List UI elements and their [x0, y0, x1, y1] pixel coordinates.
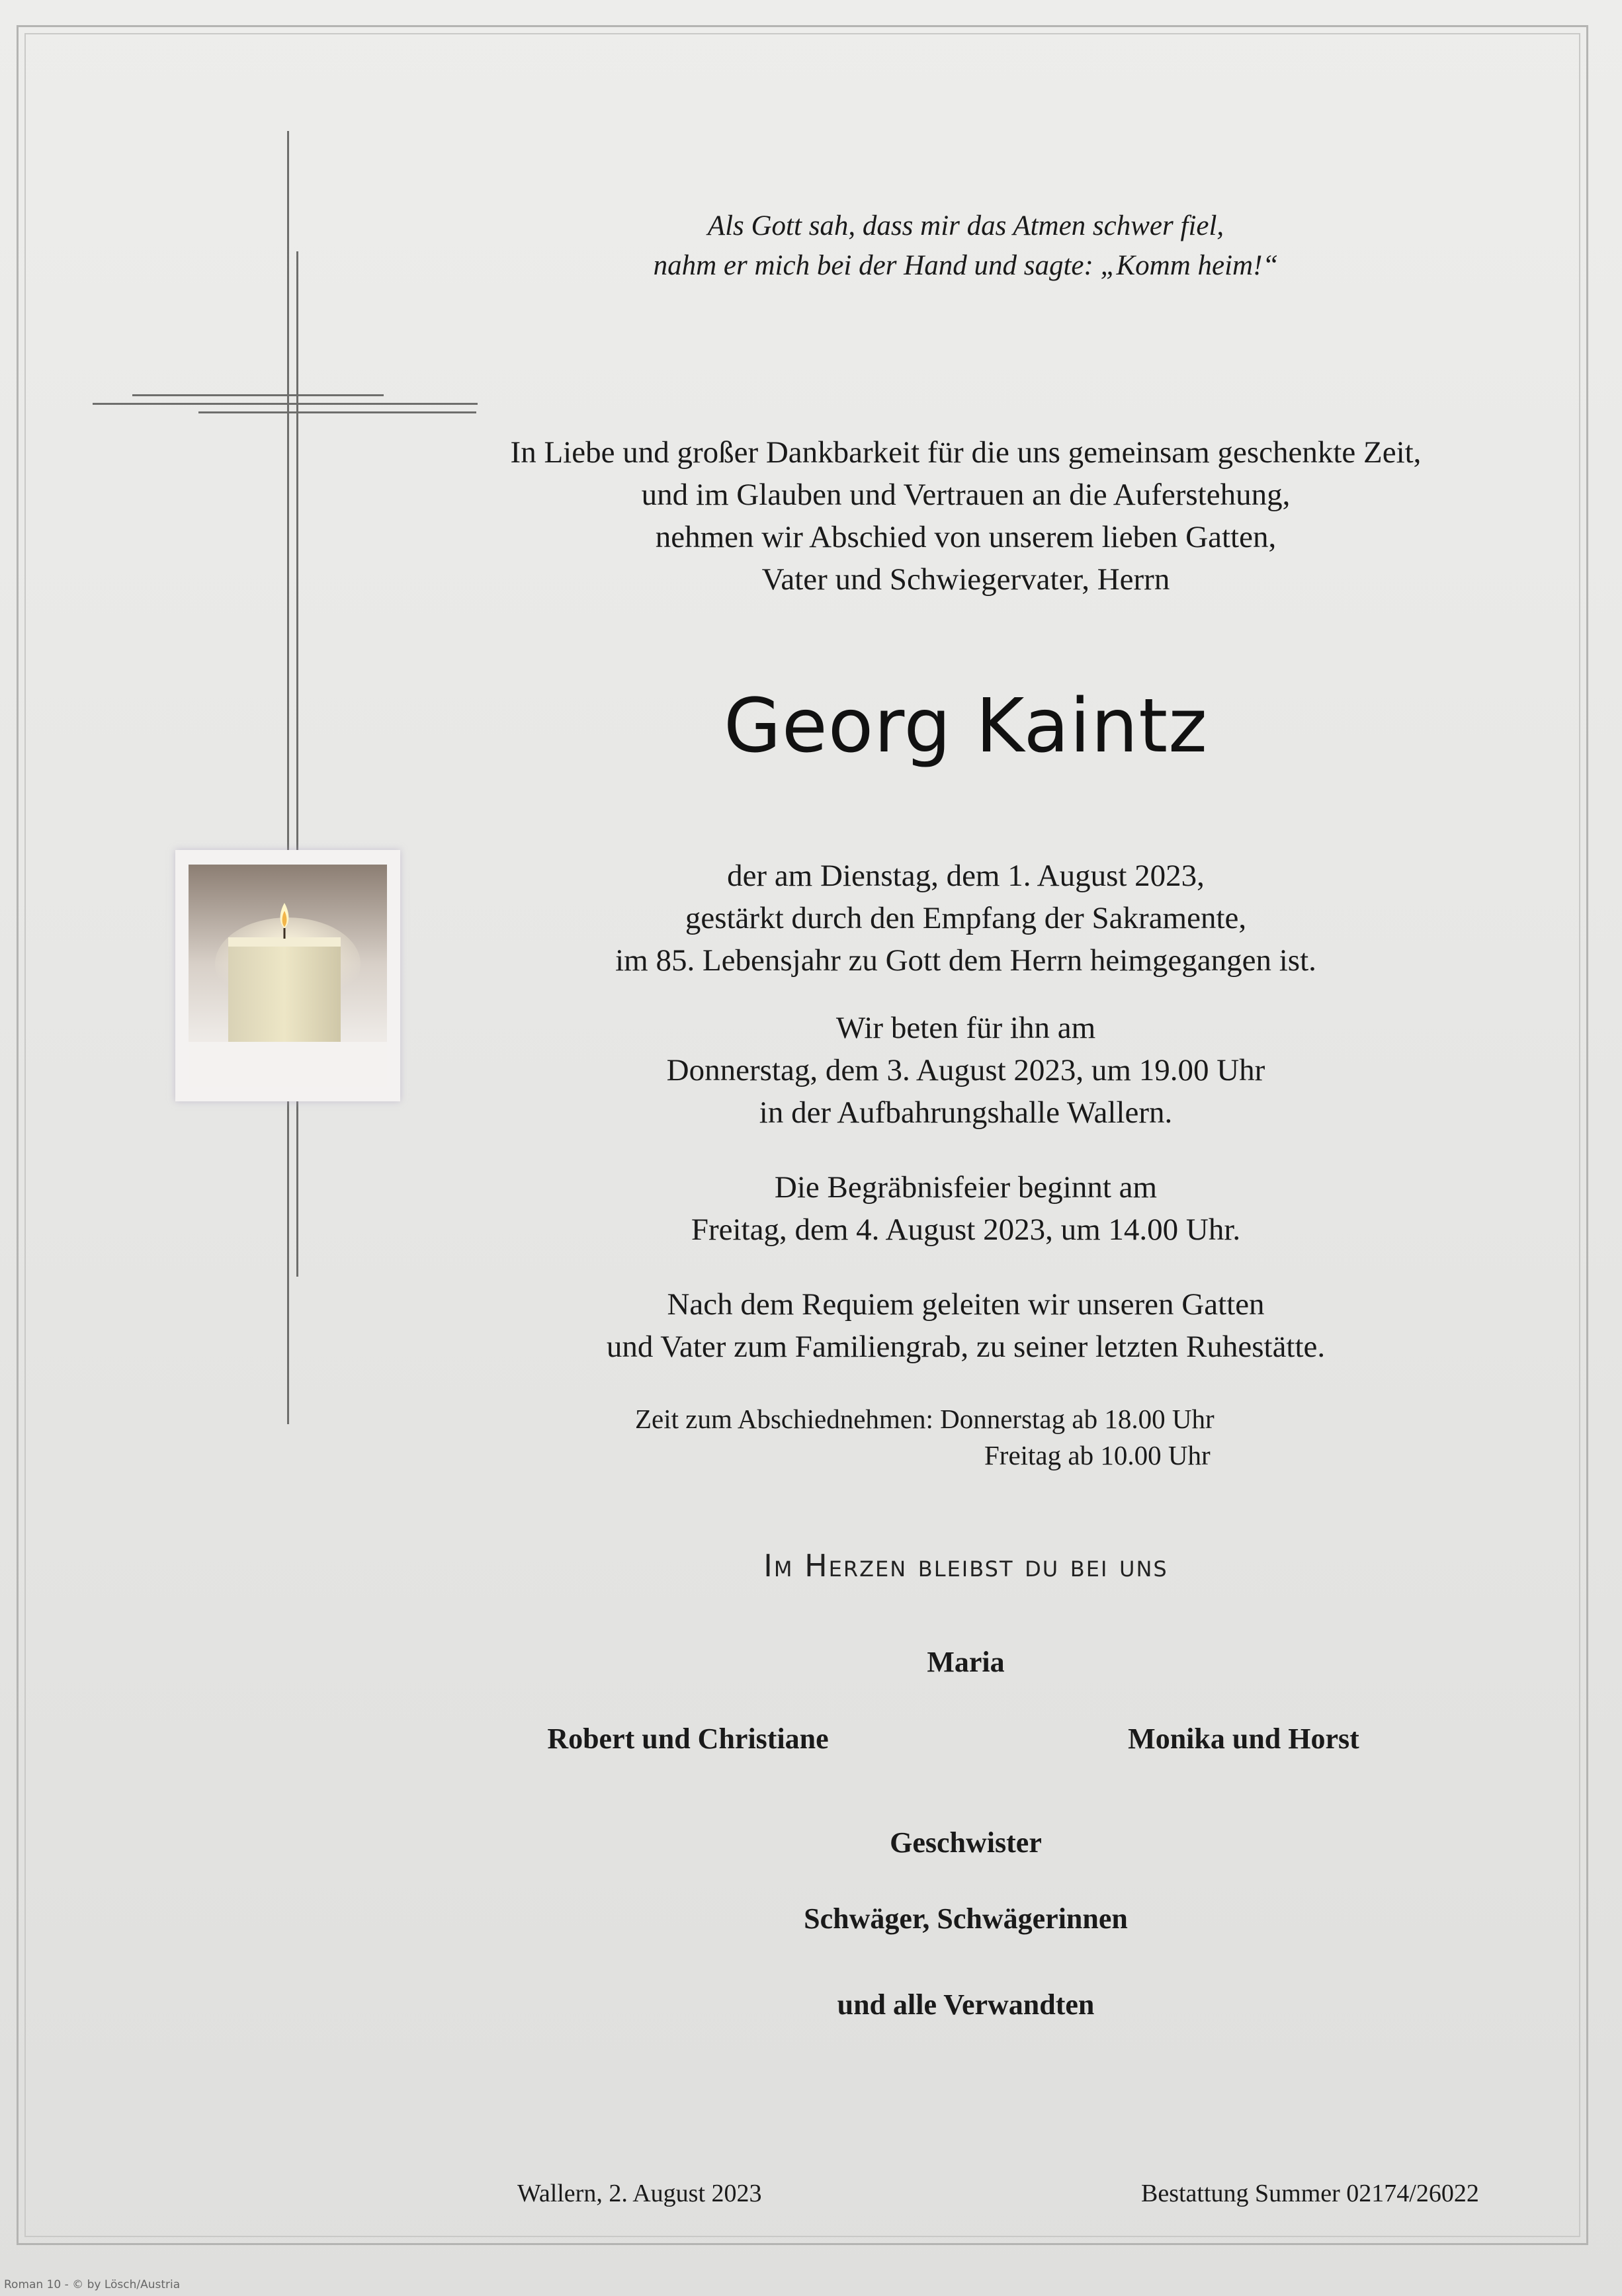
mourner-relatives: und alle Verwandten: [837, 1988, 1095, 2021]
burial-line-2: und Vater zum Familiengrab, zu seiner letzten Ruhestätte.: [606, 1330, 1326, 1364]
mourner-wife: Maria: [927, 1646, 1005, 1678]
mourner-siblings: Geschwister: [890, 1826, 1042, 1859]
viewing-line-2: Freitag ab 10.00 Uhr: [984, 1440, 1211, 1470]
footer-place-date: Wallern, 2. August 2023: [517, 2180, 762, 2207]
mourner-child-2: Monika und Horst: [1128, 1722, 1359, 1755]
death-notice: [437, 855, 1495, 982]
cross-horizontal-bottom: [198, 411, 476, 413]
footer-undertaker: Bestattung Summer 02174/26022: [1141, 2180, 1479, 2207]
intro-line-1: In Liebe und großer Dankbarkeit für die uns gemeinsam geschenkte Zeit,: [510, 435, 1422, 470]
cross-horizontal-lower: [93, 403, 478, 405]
prayer-line-3: in der Aufbahrungshalle Wallern.: [759, 1095, 1173, 1130]
death-line-3: im 85. Lebensjahr zu Gott dem Herrn heimgegangen ist.: [615, 943, 1316, 978]
funeral-info: [437, 1166, 1495, 1251]
intro-line-4: Vater und Schwiegervater, Herrn: [761, 562, 1170, 597]
candle-icon: [189, 865, 387, 1087]
heart-line: Im Herzen bleibst du bei uns: [763, 1548, 1168, 1584]
motto-line-1: Als Gott sah, dass mir das Atmen schwer fiel,: [707, 210, 1224, 241]
viewing-line-1: Zeit zum Abschiednehmen: Donnerstag ab 18.00 Uhr: [635, 1404, 1215, 1434]
mourner-in-laws: Schwäger, Schwägerinnen: [804, 1902, 1128, 1935]
intro-line-3: nehmen wir Abschied von unserem lieben Gatten,: [655, 520, 1277, 554]
motto: [437, 206, 1495, 286]
motto-line-2: nahm er mich bei der Hand und sagte: „Komm heim!“: [653, 250, 1279, 281]
intro-line-2: und im Glauben und Vertrauen an die Auferstehung,: [641, 478, 1291, 512]
cross-vertical-short: [296, 251, 298, 1277]
prayer-line-2: Donnerstag, dem 3. August 2023, um 19.00 Uhr: [666, 1053, 1265, 1087]
mourner-child-1: Robert und Christiane: [547, 1722, 829, 1755]
death-line-2: gestärkt durch den Empfang der Sakramente,: [685, 901, 1247, 935]
death-line-1: der am Dienstag, dem 1. August 2023,: [727, 859, 1205, 893]
burial-info: [437, 1283, 1495, 1368]
intro-text: [437, 431, 1495, 601]
candle-image: [175, 850, 400, 1101]
prayer-line-1: Wir beten für ihn am: [835, 1011, 1096, 1045]
prayer-info: [437, 1007, 1495, 1134]
imprint: Roman 10 - © by Lösch/Austria: [4, 2278, 181, 2291]
cross-vertical-long: [287, 131, 289, 1424]
deceased-name: Georg Kaintz: [724, 683, 1208, 769]
cross-horizontal-upper: [132, 394, 384, 396]
funeral-line-2: Freitag, dem 4. August 2023, um 14.00 Uhr.: [691, 1212, 1241, 1247]
funeral-line-1: Die Begräbnisfeier beginnt am: [774, 1170, 1158, 1205]
burial-line-1: Nach dem Requiem geleiten wir unseren Gatten: [667, 1287, 1265, 1322]
